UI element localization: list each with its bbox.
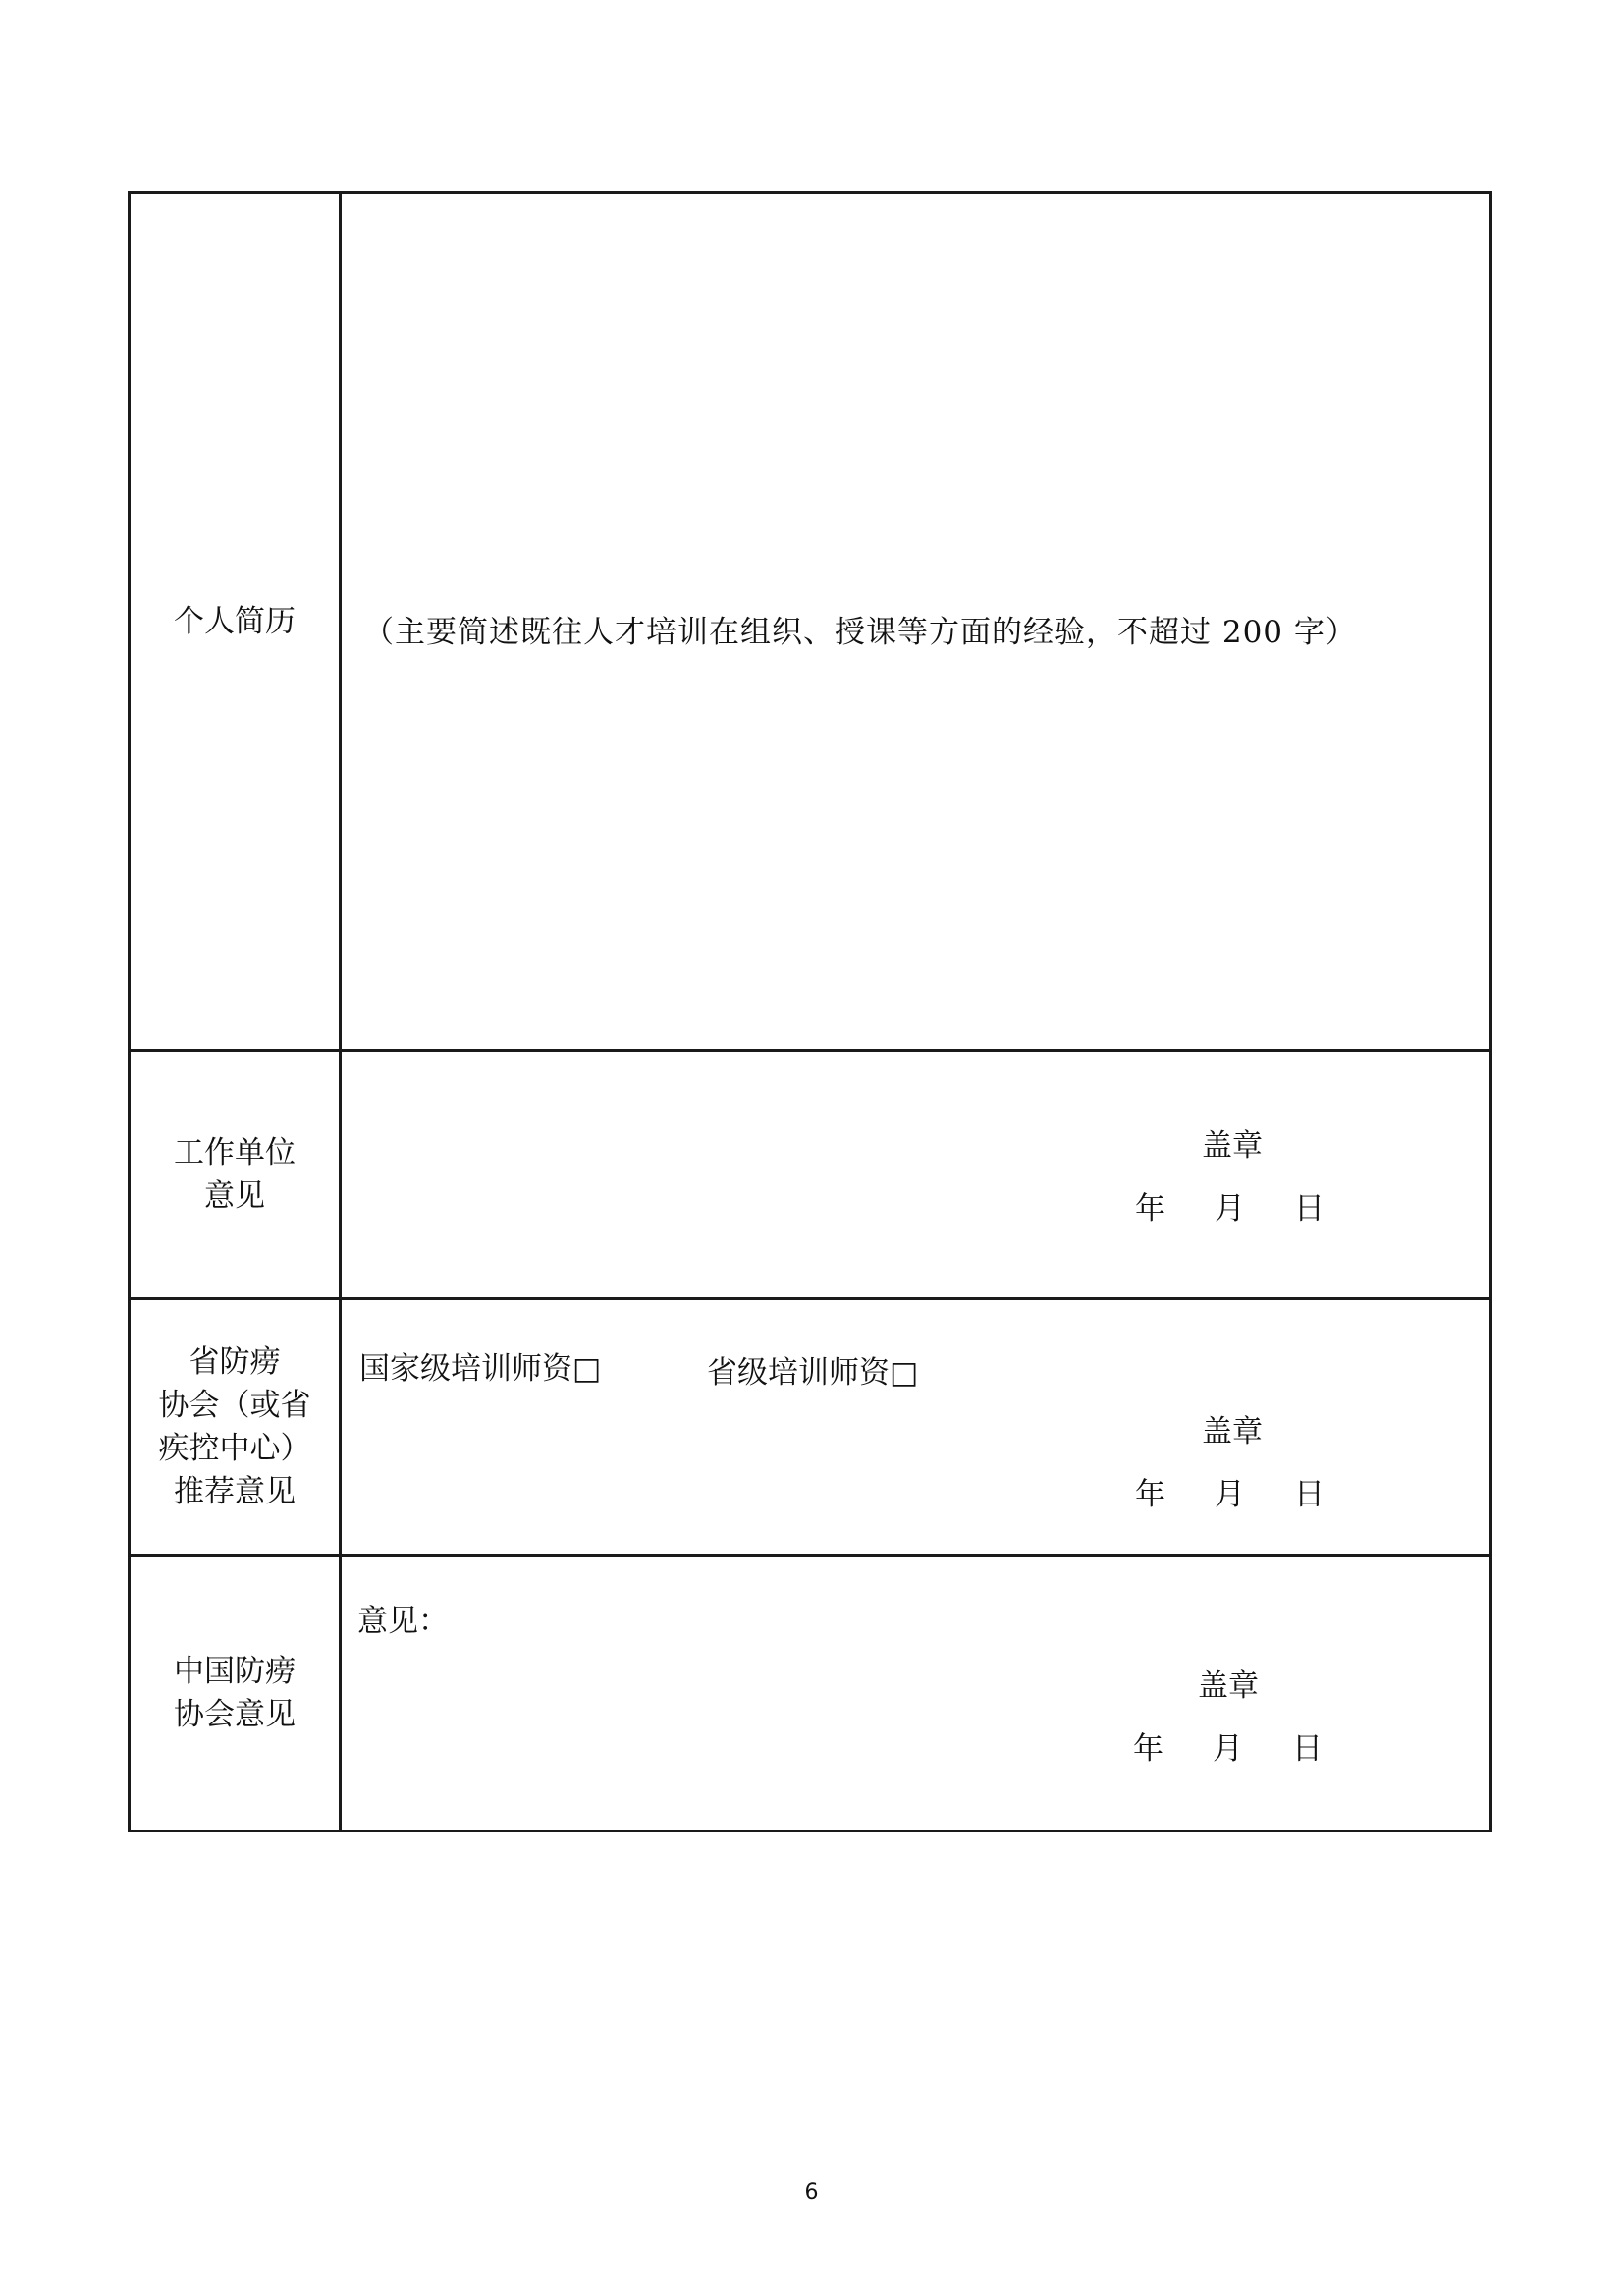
provincial-label-line: 推荐意见 [174,1474,296,1509]
date-line [1135,1469,1325,1513]
date-line [1133,1723,1323,1768]
page-number: 6 [804,2180,819,2205]
year-label: 年 [1135,1191,1165,1227]
application-form-table [128,191,1492,1832]
china-label-line: 中国防痨 [174,1654,296,1689]
work-unit-label-cell [130,1051,341,1299]
year-label: 年 [1135,1477,1165,1512]
month-label: 月 [1215,1191,1245,1227]
resume-content-cell[interactable] [341,193,1491,1051]
opinion-label: 意见： [357,1604,449,1639]
resume-label: 个人简历 [174,604,296,639]
work-unit-row [130,1051,1491,1299]
month-label: 月 [1215,1477,1245,1512]
provincial-row [130,1299,1491,1556]
resume-row [130,193,1491,1051]
china-label-cell [130,1556,341,1831]
national-trainer-checkbox[interactable]: 国家级培训师资□ [359,1351,602,1387]
stamp-label: 盖章 [1202,1128,1263,1164]
work-unit-label-line: 工作单位 [174,1135,296,1171]
resume-label-cell [130,193,341,1051]
day-label: 日 [1294,1191,1325,1227]
year-label: 年 [1133,1731,1163,1767]
provincial-trainer-checkbox[interactable]: 省级培训师资□ [707,1355,919,1391]
day-label: 日 [1292,1731,1323,1767]
day-label: 日 [1294,1477,1325,1512]
work-unit-content-cell[interactable] [341,1051,1491,1299]
stamp-label: 盖章 [1198,1668,1259,1704]
provincial-label-cell [130,1299,341,1556]
month-label: 月 [1213,1731,1243,1767]
provincial-content-cell[interactable] [341,1299,1491,1556]
work-unit-label-line: 意见 [204,1178,265,1214]
provincial-label-line: 省防痨 [189,1344,281,1380]
stamp-label: 盖章 [1202,1414,1263,1449]
china-association-row [130,1556,1491,1831]
provincial-label-line: 协会（或省 [158,1388,311,1423]
provincial-label-line: 疾控中心） [158,1431,311,1466]
date-line [1135,1183,1325,1228]
resume-hint: （主要简述既往人才培训在组织、授课等方面的经验，不超过 200 字） [363,615,1357,650]
china-content-cell[interactable] [341,1556,1491,1831]
china-label-line: 协会意见 [174,1697,296,1732]
